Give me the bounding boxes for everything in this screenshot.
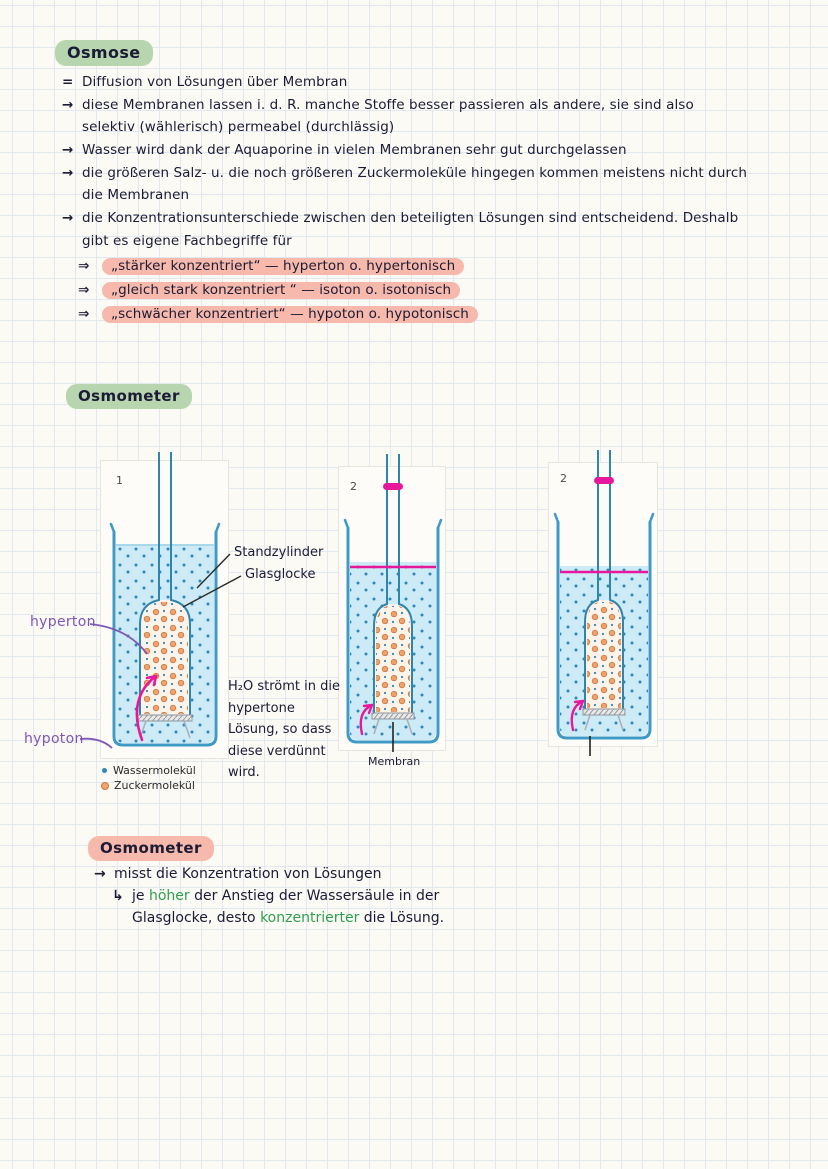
summary-heading: Osmometer [88, 836, 214, 861]
note-line [62, 233, 822, 256]
osmometer-summary [94, 866, 444, 932]
osmose-heading-wrap [55, 40, 153, 66]
double-arrow-marker: ⇒ [78, 257, 90, 274]
water-molecule-dot-icon [102, 768, 107, 773]
hyperton-label: hyperton [30, 614, 96, 630]
bullet-marker: → [94, 866, 106, 882]
diagram-number: 1 [116, 474, 123, 487]
summary-line [132, 910, 444, 932]
note-text: die Konzentrationsunterschiede zwischen den beteiligten Lösungen sind entscheidend. Deshalb [82, 210, 739, 227]
note-line [62, 165, 822, 188]
summary-line [112, 888, 444, 910]
term-highlight: „stärker konzentriert“ — hyperton o. hypertonisch [102, 258, 464, 275]
note-text: diese Membranen lassen i. d. R. manche Stoffe besser passieren als andere, sie sind also [82, 96, 694, 113]
note-line [62, 210, 822, 233]
double-arrow-marker: ⇒ [78, 281, 90, 298]
legend-item-water [102, 763, 196, 778]
note-line [62, 97, 822, 120]
diagram-number: 2 [350, 480, 357, 493]
osmose-heading: Osmose [55, 40, 153, 66]
note-text: Wasser wird dank der Aquaporine in vielen Membranen sehr gut durchgelassen [82, 142, 627, 159]
bullet-marker: = [62, 74, 74, 90]
term-highlight: „schwächer konzentriert“ — hypoton o. hypotonisch [102, 306, 478, 323]
note-text: die größeren Salz- u. die noch größeren Zuckermoleküle hingegen kommen meistens nicht durch [82, 164, 748, 181]
hypoton-label: hypoton [24, 731, 84, 747]
diagram-number: 2 [560, 472, 567, 485]
osmometer-heading-wrap [66, 384, 192, 409]
emphasis-word: konzentrierter [260, 910, 360, 926]
osmosis-caption: H₂O strömt in die hypertone Lösung, so dass diese verdünnt wird. [228, 679, 340, 780]
membran-label: Membran [368, 755, 421, 768]
double-arrow-marker: ⇒ [78, 305, 90, 322]
summary-heading-wrap [88, 836, 214, 861]
summary-text-part: der Anstieg der Wassersäule in der [189, 888, 440, 904]
summary-text-part: die Lösung. [359, 910, 445, 926]
bullet-marker: → [62, 210, 74, 227]
term-line [78, 306, 822, 329]
hook-arrow-marker: ↳ [112, 888, 124, 904]
legend-label: Wassermolekül [113, 764, 196, 777]
summary-text: misst die Konzentration von Lösungen [114, 866, 382, 882]
note-text: gibt es eigene Fachbegriffe für [82, 232, 292, 249]
note-text: selektiv (wählerisch) permeabel (durchlässig) [82, 119, 395, 136]
osmometer-heading: Osmometer [66, 384, 192, 409]
legend [102, 763, 196, 793]
bullet-marker: → [62, 142, 74, 159]
standzylinder-label: Standzylinder [234, 545, 324, 560]
term-line [78, 282, 822, 305]
hyperton-pointer-line [90, 624, 147, 654]
legend-label: Zuckermolekül [114, 779, 195, 792]
note-line [62, 119, 822, 142]
standzylinder-pointer-line [197, 554, 230, 588]
summary-text [132, 888, 439, 910]
note-text: die Membranen [82, 187, 190, 204]
summary-text-part: je [132, 888, 149, 904]
bullet-marker: → [62, 96, 74, 113]
sugar-molecule-dot-icon [102, 783, 108, 789]
hypoton-pointer-line [80, 739, 112, 748]
bullet-marker: → [62, 164, 74, 181]
legend-item-sugar [102, 778, 196, 793]
term-highlight: „gleich stark konzentriert “ — isoton o. isotonisch [102, 282, 460, 299]
glasglocke-label: Glasglocke [245, 567, 316, 582]
summary-text [132, 910, 444, 932]
note-line [62, 74, 822, 97]
glasglocke-pointer-line [183, 576, 241, 607]
note-text: Diffusion von Lösungen über Membran [82, 74, 348, 90]
note-line [62, 187, 822, 210]
term-line [78, 258, 822, 281]
emphasis-word: höher [148, 888, 190, 904]
note-line [62, 142, 822, 165]
osmose-notes [62, 74, 822, 330]
concentration-terms [78, 258, 822, 329]
summary-text-part: Glasglocke, desto [132, 910, 261, 926]
summary-line [94, 866, 444, 888]
